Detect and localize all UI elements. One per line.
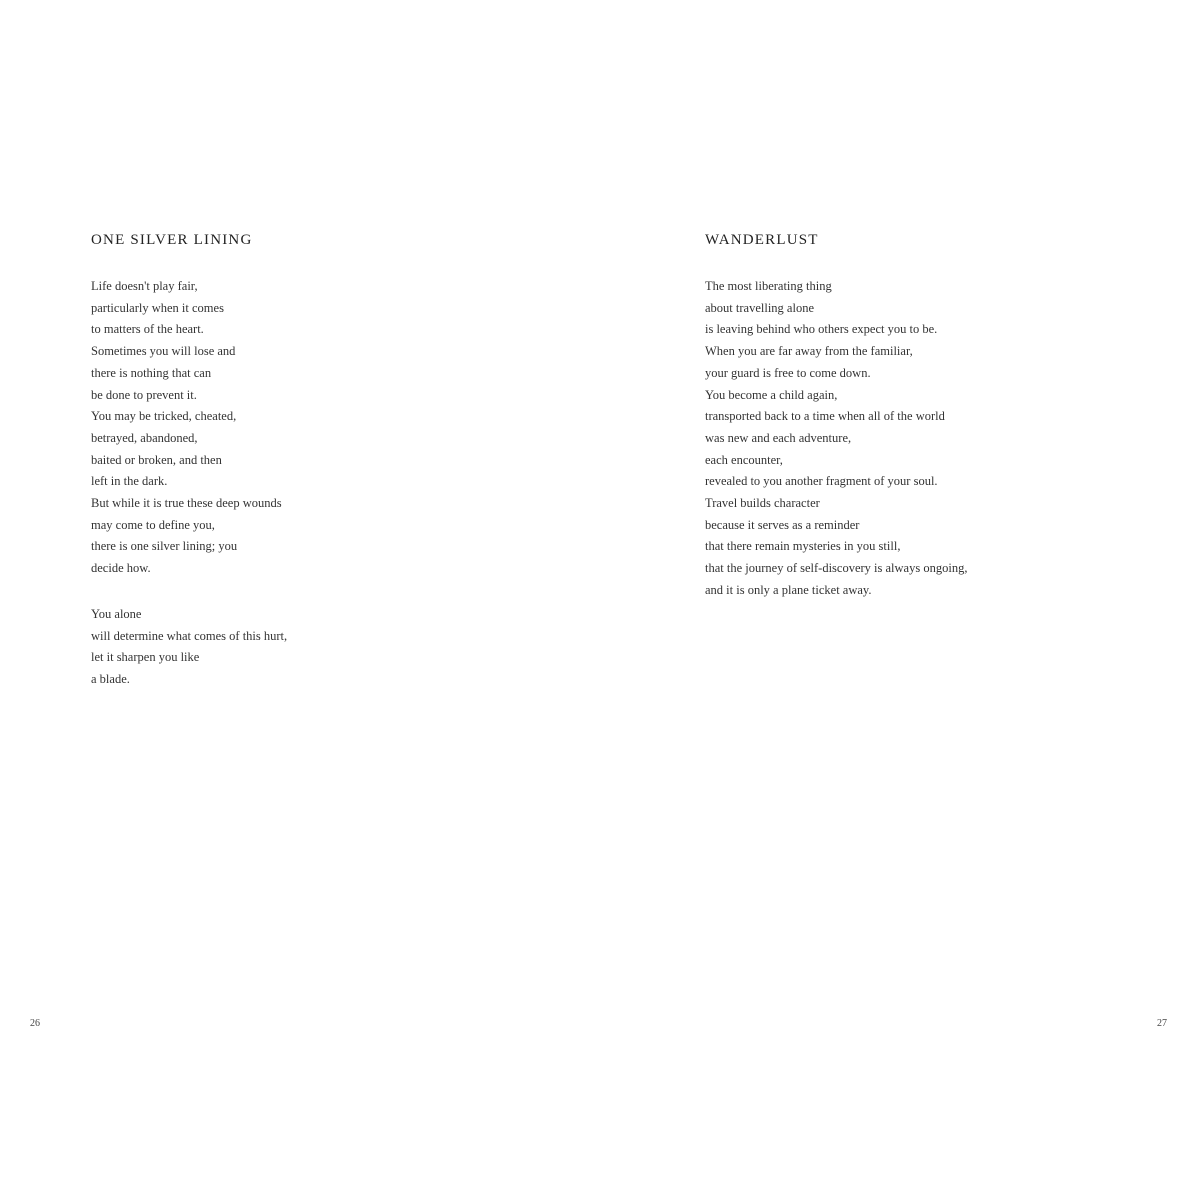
poem-line: betrayed, abandoned,: [91, 430, 198, 445]
poem-line: a blade.: [91, 671, 130, 686]
poem-line: will determine what comes of this hurt,: [91, 628, 288, 643]
poem-line: let it sharpen you like: [91, 650, 200, 665]
poem-line: be done to prevent it.: [91, 387, 197, 402]
poem-title: ONE SILVER LINING: [91, 232, 253, 248]
poem-line: because it serves as a reminder: [705, 517, 860, 532]
poem-line: revealed to you another fragment of your soul.: [705, 474, 938, 489]
poem-line: When you are far away from the familiar,: [705, 344, 913, 359]
stanza: [91, 276, 287, 580]
poem-line: decide how.: [91, 561, 151, 576]
poem-line: each encounter,: [705, 452, 783, 467]
poem-line: that there remain mysteries in you still,: [705, 539, 901, 554]
poem-line: your guard is free to come down.: [705, 365, 871, 380]
poem-line: there is nothing that can: [91, 365, 212, 380]
poem-line: left in the dark.: [91, 474, 168, 489]
poem-line: there is one silver lining; you: [91, 539, 238, 554]
poem-line: about travelling alone: [705, 300, 814, 315]
poem-line: The most liberating thing: [705, 279, 832, 293]
poem-line: Sometimes you will lose and: [91, 344, 236, 359]
poem-line: transported back to a time when all of the world: [705, 409, 945, 424]
poem-line: was new and each adventure,: [705, 430, 852, 445]
poem-line: You may be tricked, cheated,: [91, 409, 237, 424]
poem-line: may come to define you,: [91, 517, 215, 532]
page-number: 27: [1157, 1018, 1167, 1029]
poem-one-silver-lining: [91, 231, 287, 691]
poem-line: and it is only a plane ticket away.: [705, 582, 872, 597]
poem-line: But while it is true these deep wounds: [91, 496, 282, 511]
poem-line: Travel builds character: [705, 496, 820, 511]
poem-line: You alone: [91, 606, 142, 621]
poem-wanderlust: [705, 231, 967, 602]
stanza: [91, 604, 287, 691]
poem-line: particularly when it comes: [91, 300, 224, 315]
poem-title: WANDERLUST: [705, 232, 819, 248]
poem-line: You become a child again,: [705, 387, 838, 402]
poem-line: is leaving behind who others expect you to be.: [705, 322, 938, 337]
right-page: [600, 0, 1200, 1200]
stanza: [705, 276, 967, 602]
poem-line: Life doesn't play fair,: [91, 279, 198, 293]
page-number: 26: [30, 1018, 40, 1029]
poem-line: that the journey of self-discovery is always ongoing,: [705, 561, 968, 576]
poem-line: baited or broken, and then: [91, 452, 222, 467]
poem-line: to matters of the heart.: [91, 322, 204, 337]
